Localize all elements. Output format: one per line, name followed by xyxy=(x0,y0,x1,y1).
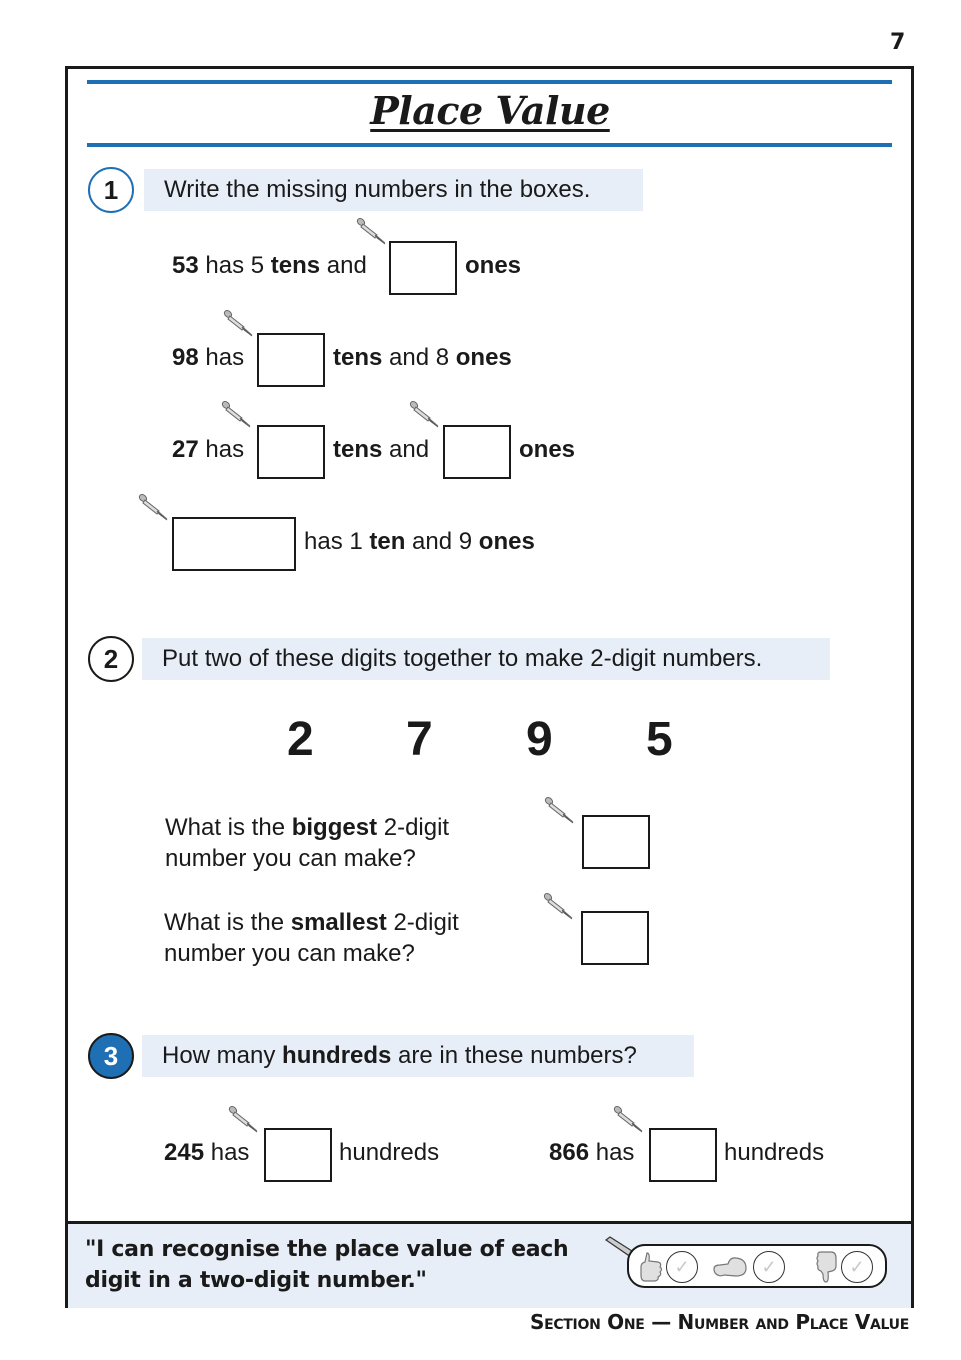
text-bold: ones xyxy=(519,436,576,463)
digit-card: 7 xyxy=(406,713,433,766)
instruction-text: Write the missing numbers in the boxes. xyxy=(164,176,591,203)
pencil-icon xyxy=(137,493,171,523)
text-bold: ones xyxy=(465,252,522,279)
text: 2-digit xyxy=(377,814,450,841)
check-icon: ✓ xyxy=(761,1256,777,1277)
thumbs-sideways-icon xyxy=(712,1255,748,1279)
answer-box-biggest[interactable] xyxy=(582,815,650,869)
text-bold: ten xyxy=(369,528,406,555)
q1-line-3-mid xyxy=(333,436,429,464)
answer-box[interactable] xyxy=(257,425,325,479)
title-rule-top xyxy=(87,80,892,84)
text-bold: ones xyxy=(478,528,535,555)
question-number-label: 2 xyxy=(103,643,119,674)
text: and xyxy=(320,252,367,279)
answer-box-smallest[interactable] xyxy=(581,911,649,965)
q1-line-2-rest xyxy=(333,344,512,372)
answer-box[interactable] xyxy=(649,1128,717,1182)
text: number you can make? xyxy=(164,940,415,967)
pencil-icon xyxy=(612,1105,646,1135)
instruction-text: Put two of these digits together to make 2-digit numbers. xyxy=(162,645,763,672)
pencil-icon xyxy=(227,1105,261,1135)
learning-statement xyxy=(85,1234,568,1296)
rating-option-okay[interactable] xyxy=(753,1251,785,1283)
digit-card: 9 xyxy=(526,713,553,766)
text: has xyxy=(589,1139,635,1166)
question-3-instruction xyxy=(142,1035,694,1077)
text: has xyxy=(204,1139,250,1166)
self-rating-box xyxy=(627,1244,887,1288)
rating-option-not-yet[interactable] xyxy=(841,1251,873,1283)
text: What is the xyxy=(165,814,292,841)
number-bold: 53 xyxy=(172,252,199,279)
q1-line-2 xyxy=(172,344,244,372)
text: has 5 xyxy=(198,252,271,279)
text-bold: tens xyxy=(333,436,383,463)
pencil-icon xyxy=(355,217,389,247)
pencil-icon xyxy=(222,309,256,339)
text: are in these numbers? xyxy=(391,1042,637,1069)
pencil-icon xyxy=(543,796,577,826)
text: has xyxy=(198,436,245,463)
text-bold: tens xyxy=(270,252,321,279)
text: and xyxy=(382,436,430,463)
smallest-question xyxy=(164,907,459,969)
question-number-label: 1 xyxy=(103,174,119,205)
answer-box[interactable] xyxy=(389,241,457,295)
pencil-icon xyxy=(220,400,254,430)
q3-item-2 xyxy=(549,1139,634,1167)
answer-box[interactable] xyxy=(257,333,325,387)
q1-line-4 xyxy=(304,528,535,556)
text: digit in a two-digit number." xyxy=(85,1268,427,1293)
text: has 1 xyxy=(304,528,370,555)
answer-box[interactable] xyxy=(264,1128,332,1182)
number-bold: 27 xyxy=(172,436,199,463)
q3-item-1 xyxy=(164,1139,249,1167)
text: has xyxy=(198,344,245,371)
text: number you can make? xyxy=(165,845,416,872)
question-number-1 xyxy=(88,167,134,213)
q1-line-1 xyxy=(172,252,367,280)
text-bold: smallest xyxy=(290,909,387,936)
text: 2-digit xyxy=(386,909,459,936)
answer-box-wide[interactable] xyxy=(172,517,296,571)
check-icon: ✓ xyxy=(674,1256,690,1277)
question-number-label: 3 xyxy=(103,1040,119,1071)
text: hundreds xyxy=(339,1139,440,1166)
text: and 8 xyxy=(382,344,456,371)
rating-option-good[interactable] xyxy=(666,1251,698,1283)
pencil-icon xyxy=(542,892,576,922)
number-bold: 866 xyxy=(549,1139,590,1166)
q1-line-3 xyxy=(172,436,244,464)
digit-card: 5 xyxy=(646,713,673,766)
text: "I can recognise the place value of each xyxy=(85,1237,569,1262)
page-number: 7 xyxy=(890,30,906,55)
text-bold: tens xyxy=(333,344,383,371)
section-footer: Section One — Number and Place Value xyxy=(529,1310,909,1334)
biggest-question xyxy=(165,812,449,874)
text: What is the xyxy=(164,909,291,936)
thumbs-down-icon xyxy=(815,1250,839,1284)
number-bold: 245 xyxy=(164,1139,205,1166)
question-number-3 xyxy=(88,1033,134,1079)
text-bold: ones xyxy=(455,344,512,371)
question-number-2 xyxy=(88,636,134,682)
thumbs-up-icon xyxy=(638,1251,664,1283)
text-bold: biggest xyxy=(291,814,378,841)
question-1-instruction xyxy=(144,169,643,211)
number-bold: 98 xyxy=(172,344,199,371)
answer-box[interactable] xyxy=(443,425,511,479)
text: How many xyxy=(162,1042,276,1069)
check-icon: ✓ xyxy=(849,1256,865,1277)
text: hundreds xyxy=(724,1139,825,1166)
text-bold: hundreds xyxy=(282,1042,392,1069)
page-title: Place Value xyxy=(370,88,610,133)
pencil-icon xyxy=(408,400,442,430)
text: and 9 xyxy=(405,528,479,555)
title-rule-bottom xyxy=(87,143,892,147)
digit-card: 2 xyxy=(287,713,314,766)
question-2-instruction xyxy=(142,638,830,680)
